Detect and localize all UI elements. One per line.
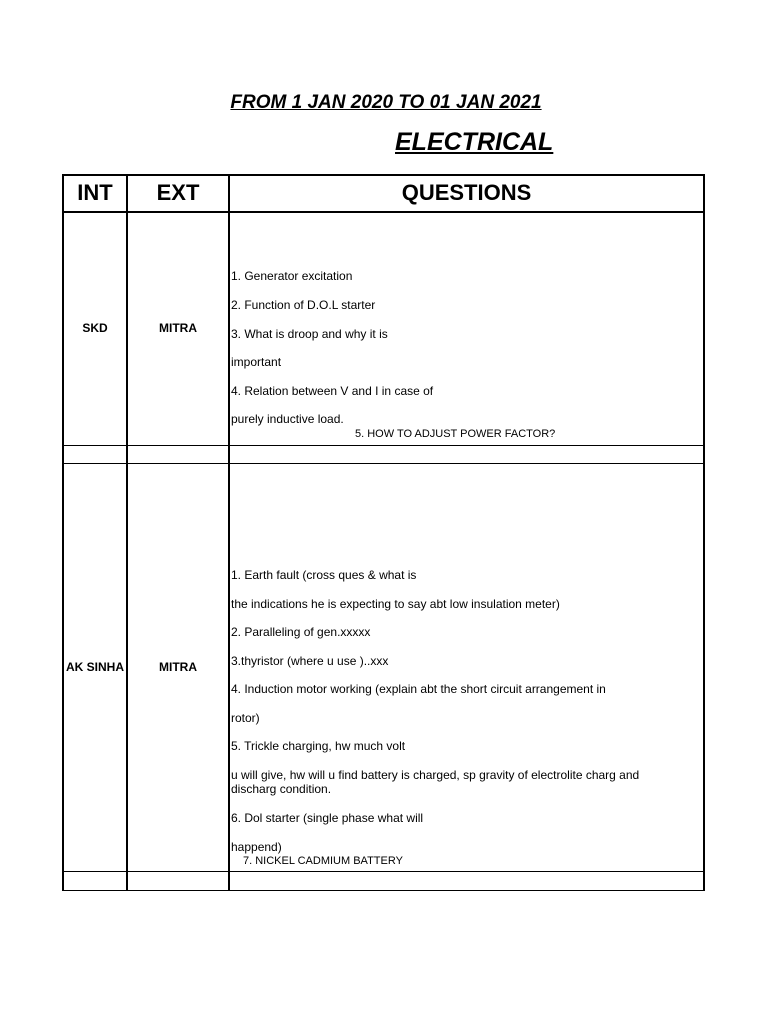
row-divider: [62, 463, 704, 464]
table-left-border: [62, 174, 64, 891]
question-line: 3. What is droop and why it is: [231, 327, 388, 341]
row-divider: [62, 871, 704, 872]
table-bottom-border: [62, 890, 704, 891]
row2-ext: MITRA: [159, 660, 197, 674]
question-line: 1. Generator excitation: [231, 269, 353, 283]
question-line: important: [231, 355, 282, 369]
question-line: 2. Function of D.O.L starter: [231, 298, 376, 312]
column-divider: [228, 174, 230, 891]
question-line: 1. Earth fault (cross ques & what is: [231, 568, 417, 582]
question-line: 6. Dol starter (single phase what will: [231, 811, 424, 825]
document-heading: ELECTRICAL: [395, 128, 554, 156]
question-line: u will give, hw will u find battery is charged, sp gravity of electrolite charg and discharg condition.: [231, 768, 640, 796]
question-line: 4. Relation between V and I in case of: [231, 384, 434, 398]
question-line: the indications he is expecting to say abt low insulation meter): [231, 597, 560, 611]
header-bottom-border: [62, 211, 704, 213]
table-right-border: [703, 174, 705, 891]
header-ext: EXT: [156, 180, 200, 205]
header-questions: QUESTIONS: [401, 180, 532, 205]
header-int: INT: [77, 180, 113, 205]
question-line: rotor): [231, 711, 260, 725]
question-line: 5. HOW TO ADJUST POWER FACTOR?: [355, 428, 556, 440]
question-line: happend): [231, 840, 282, 854]
question-line: 2. Paralleling of gen.xxxxx: [231, 625, 371, 639]
document-subtitle: FROM 1 JAN 2020 TO 01 JAN 2021: [230, 92, 542, 113]
row1-int: SKD: [82, 321, 108, 335]
question-line: purely inductive load.: [231, 412, 344, 426]
question-line: 5. Trickle charging, hw much volt: [231, 739, 406, 753]
row2-int: AK SINHA: [65, 660, 124, 674]
question-line: 7. NICKEL CADMIUM BATTERY: [243, 855, 403, 867]
question-line: 4. Induction motor working (explain abt the short circuit arrangement in: [231, 682, 606, 696]
row-divider: [62, 445, 704, 446]
column-divider: [126, 174, 128, 891]
question-line: 3.thyristor (where u use )..xxx: [231, 654, 389, 668]
row1-ext: MITRA: [159, 321, 197, 335]
